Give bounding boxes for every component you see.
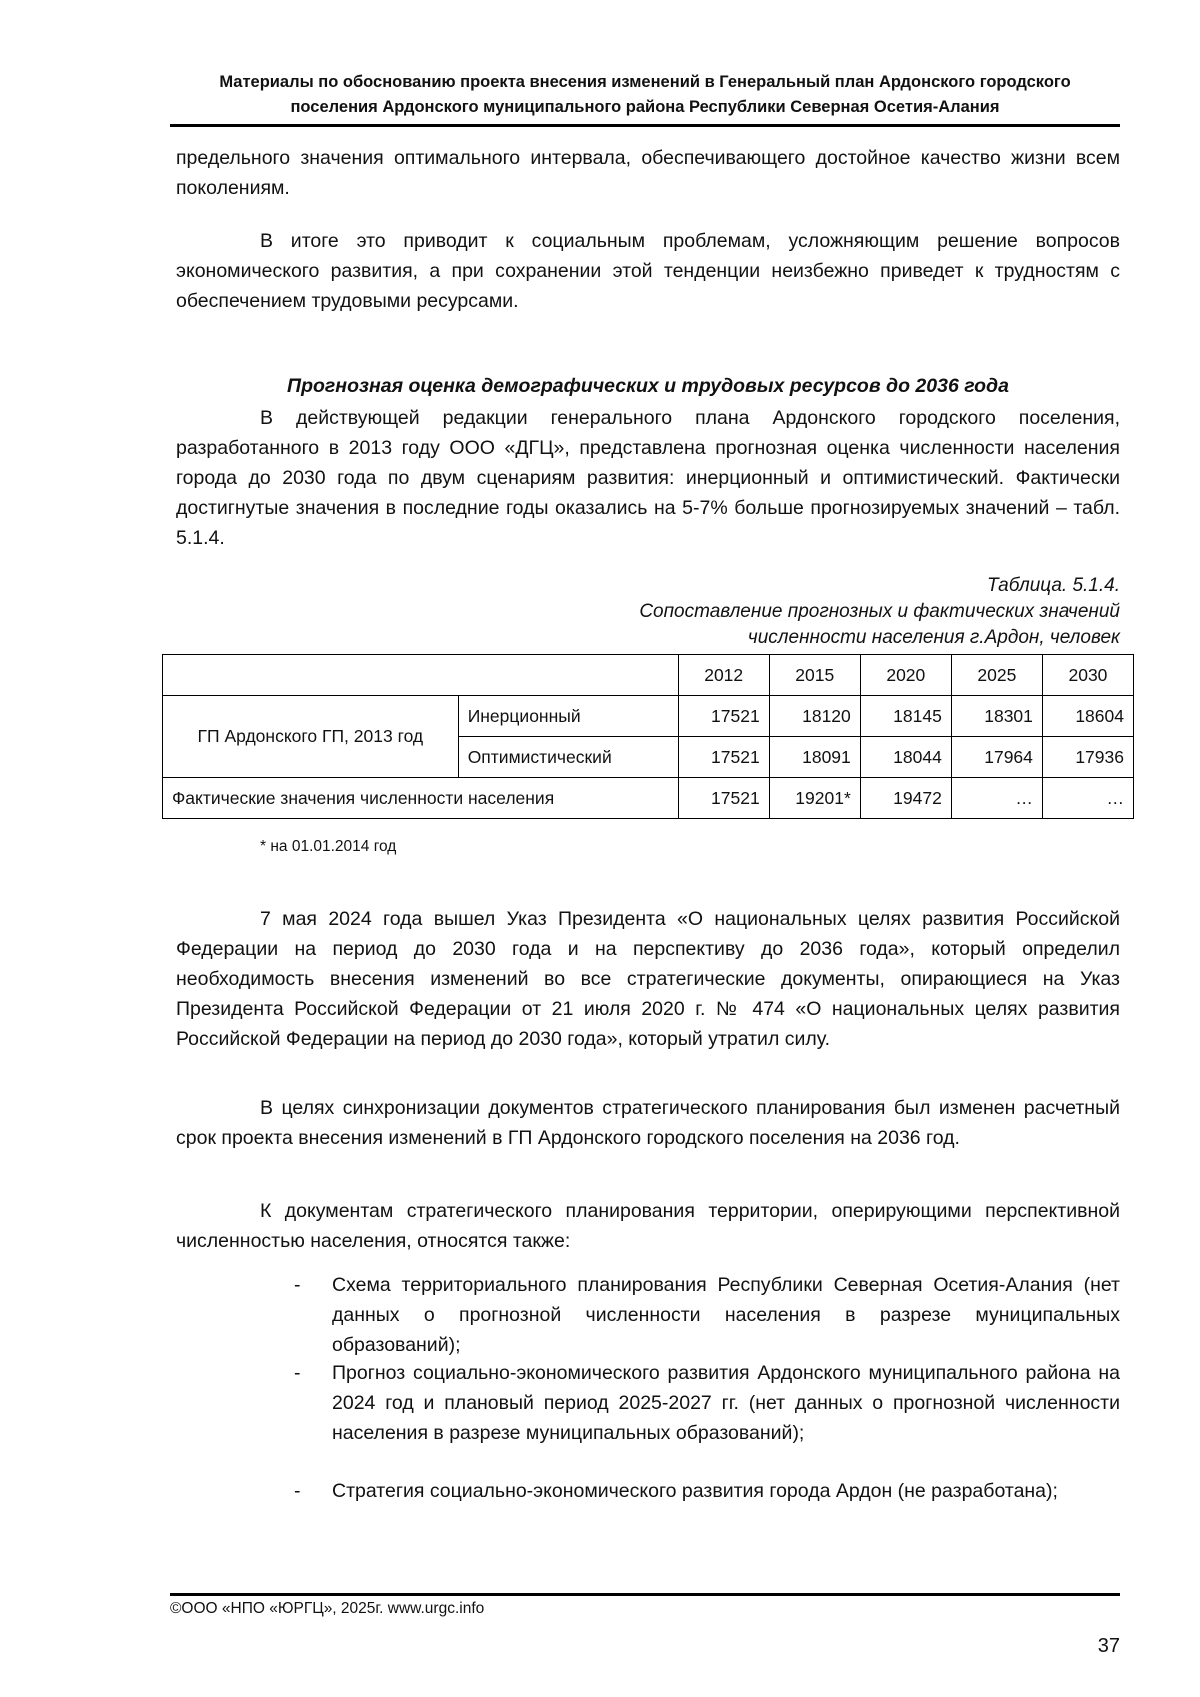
table-caption-title-2: численности населения г.Ардон, человек xyxy=(747,627,1120,648)
paragraph-1: предельного значения оптимального интервала, обеспечивающего достойное качество жизни всем поколениям. xyxy=(176,147,1120,199)
list-item-text: Схема территориального планирования Республики Северная Осетия-Алания (нет данных о прогнозной численности населения в разрезе муниципальных образований); xyxy=(332,1274,1120,1356)
table-row xyxy=(163,778,1134,819)
list-item-text: Прогноз социально-экономического развития Ардонского муниципального района на 2024 год и плановый период 2025-2027 гг. (нет данных о прогнозной численности населения в разрезе муниципальных образований); xyxy=(332,1362,1120,1444)
year-header: 2015 xyxy=(769,655,860,696)
list-item-text: Стратегия социально-экономического развития города Ардон (не разработана); xyxy=(332,1480,1058,1502)
list-dash: - xyxy=(294,1480,301,1502)
table-caption-title-1: Сопоставление прогнозных и фактических значений xyxy=(639,601,1120,622)
scenario-label: Оптимистический xyxy=(458,737,678,778)
paragraph-6: К документам стратегического планирования территории, оперирующими перспективной численностью населения, относятся также: xyxy=(176,1200,1120,1252)
year-header: 2030 xyxy=(1042,655,1133,696)
group-label: ГП Ардонского ГП, 2013 год xyxy=(163,696,459,778)
header-divider xyxy=(170,124,1120,127)
paragraph-2: В итоге это приводит к социальным проблемам, усложняющим решение вопросов экономического развития, а при сохранении этой тенденции неизбежно приведет к трудностям с обеспечением трудовыми ресурсами. xyxy=(176,230,1120,312)
table-cell: 18044 xyxy=(860,737,951,778)
page-header xyxy=(170,70,1120,120)
list-item xyxy=(294,1476,1120,1506)
paragraph-4: 7 мая 2024 года вышел Указ Президента «О национальных целях развития Российской Федерации на период до 2030 года и на перспективу до 2036 года», который определил необходимость внесения изменений во все стратегические документы, опирающиеся на Указ Президента Российской Федерации от 21 июля 2020 г. № 474 «О национальных целях развития Российской Федерации на период до 2030 года», который утратил силу. xyxy=(176,908,1120,1050)
paragraph-3: В действующей редакции генерального плана Ардонского городского поселения, разработанного в 2013 году ООО «ДГЦ», представлена прогнозная оценка численности населения города до 2030 года по двум сценариям развития: инерционный и оптимистический. Фактически достигнутые значения в последние годы оказались на 5-7% больше прогнозируемых значений – табл. 5.1.4. xyxy=(176,407,1120,549)
table-cell: 17521 xyxy=(678,778,769,819)
table-cell: 18301 xyxy=(951,696,1042,737)
table-cell: 18091 xyxy=(769,737,860,778)
paragraph-5: В целях синхронизации документов стратегического планирования был изменен расчетный срок проекта внесения изменений в ГП Ардонского городского поселения на 2036 год. xyxy=(176,1097,1120,1149)
footer-divider xyxy=(170,1593,1120,1596)
population-table xyxy=(162,654,1134,819)
page-number: 37 xyxy=(1097,1635,1120,1657)
table-header-row xyxy=(163,655,1134,696)
table-cell: 17521 xyxy=(678,696,769,737)
table-caption xyxy=(500,573,1120,651)
year-header: 2012 xyxy=(678,655,769,696)
year-header: 2020 xyxy=(860,655,951,696)
list-dash: - xyxy=(294,1362,301,1384)
scenario-label: Инерционный xyxy=(458,696,678,737)
table-cell: 18120 xyxy=(769,696,860,737)
header-line-1: Материалы по обоснованию проекта внесения изменений в Генеральный план Ардонского городского xyxy=(219,73,1071,91)
table-cell: 17936 xyxy=(1042,737,1133,778)
table-row xyxy=(163,696,1134,737)
actual-label: Фактические значения численности населения xyxy=(163,778,679,819)
header-line-2: поселения Ардонского муниципального района Республики Северная Осетия-Алания xyxy=(290,98,1000,116)
footer-copyright: ©ООО «НПО «ЮРГЦ», 2025г. www.urgc.info xyxy=(170,1600,485,1617)
table-caption-number: Таблица. 5.1.4. xyxy=(986,575,1120,596)
table-cell: … xyxy=(951,778,1042,819)
table-cell: 19472 xyxy=(860,778,951,819)
list-item xyxy=(294,1358,1120,1448)
table-cell: 18604 xyxy=(1042,696,1133,737)
table-cell: 17964 xyxy=(951,737,1042,778)
section-subtitle: Прогнозная оценка демографических и трудовых ресурсов до 2036 года xyxy=(287,375,1009,397)
year-header: 2025 xyxy=(951,655,1042,696)
table-cell: … xyxy=(1042,778,1133,819)
list-dash: - xyxy=(294,1274,301,1296)
table-cell: 19201* xyxy=(769,778,860,819)
list-item xyxy=(294,1270,1120,1360)
table-footnote: * на 01.01.2014 год xyxy=(260,838,397,855)
table-cell: 18145 xyxy=(860,696,951,737)
table-cell: 17521 xyxy=(678,737,769,778)
table-header-empty xyxy=(163,655,679,696)
